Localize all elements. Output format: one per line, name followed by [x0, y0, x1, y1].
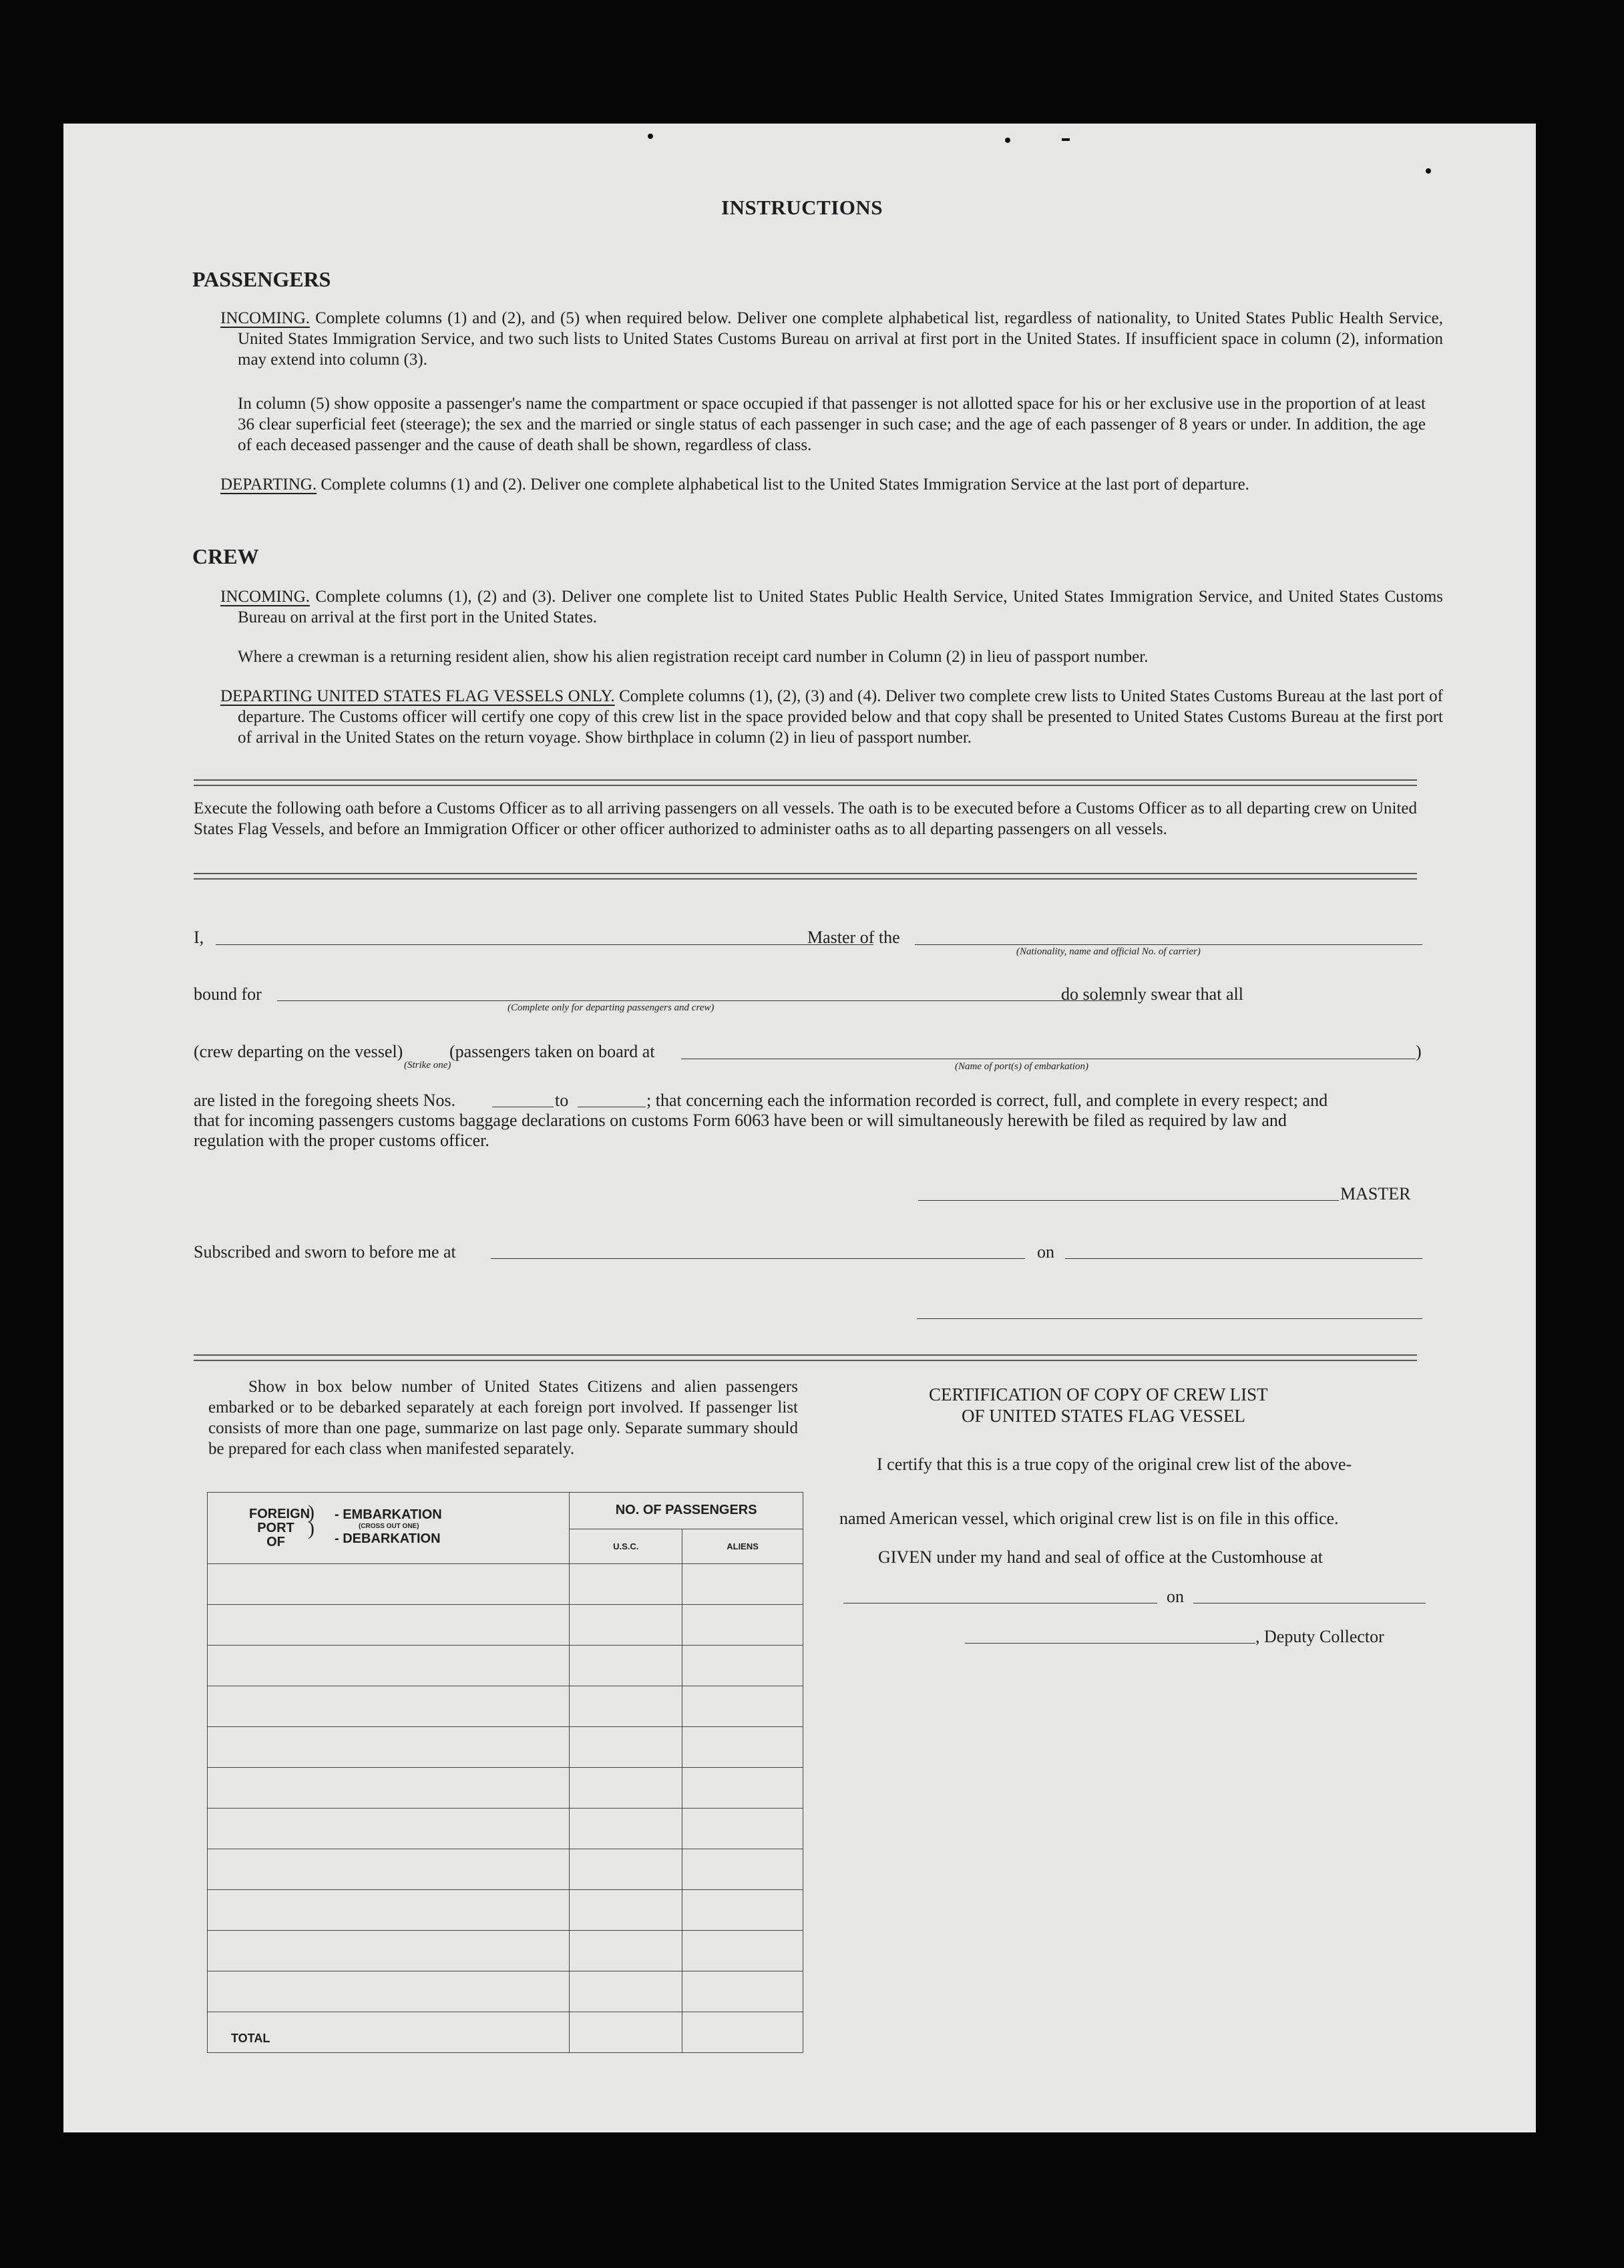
usc-cell[interactable]	[570, 1849, 682, 1890]
usc-cell[interactable]	[570, 1564, 682, 1605]
summary-instructions: Show in box below number of United States Citizens and alien passengers embarked or to be debarked separately at each foreign port involved. If passenger list consists of more than one page, summarize on last page only. Separate summary should be prepared for each class when manifested separately.	[208, 1378, 798, 1458]
aliens-cell[interactable]	[682, 1564, 803, 1605]
subscribed-label: Subscribed and sworn to before me at	[194, 1242, 456, 1262]
certification-line2: named American vessel, which original crew list is on file in this office.	[839, 1509, 1339, 1528]
bound-for-label: bound for	[194, 984, 262, 1004]
port-cell[interactable]	[208, 1564, 570, 1605]
table-row	[208, 1971, 803, 2012]
bound-for-field[interactable]	[277, 1000, 1122, 1001]
crew-resident-paragraph: Where a crewman is a returning resident alien, show his alien registration receipt card number in Column (2) in lieu of passport number.	[238, 648, 1149, 666]
foreign-label: FOREIGN	[249, 1507, 311, 1521]
table-row	[208, 1931, 803, 1971]
aliens-cell[interactable]	[682, 1646, 803, 1686]
sworn-date-field[interactable]	[1065, 1258, 1422, 1259]
speck	[1062, 138, 1070, 141]
embarkation-label: - EMBARKATION	[335, 1507, 442, 1522]
solemnly-swear-text: do solemnly swear that all	[1061, 984, 1243, 1004]
table-row	[208, 1809, 803, 1849]
crew-heading: CREW	[192, 544, 259, 568]
speck	[1426, 168, 1431, 174]
listed-text-line2: that for incoming passengers customs baggage declarations on customs Form 6063 have been or will simultaneously herewith be filed as required by law and	[194, 1111, 1287, 1130]
certification-on-label: on	[1167, 1587, 1184, 1606]
aliens-cell[interactable]	[682, 1605, 803, 1646]
usc-cell[interactable]	[570, 1727, 682, 1768]
crew-departing-text: Complete columns (1), (2), (3) and (4). Deliver two complete crew lists to United States Customs Bureau at the last port of departure. The Customs officer will certify one copy of this crew list in the space provided below and that copy shall be presented to United States Customs Bureau at the first port of arrival in the United States on the return voyage. Show birthplace in column (2) in lieu of passport number.	[238, 687, 1443, 747]
bound-for-caption: (Complete only for departing passengers and crew)	[508, 1002, 715, 1013]
crew-departing-option: (crew departing on the vessel)	[194, 1042, 403, 1061]
oath-instructions: Execute the following oath before a Customs Officer as to all arriving passengers on all vessels. The oath is to be executed before a Customs Officer as to all departing crew on United States Flag Vessels, and before an Immigration Officer or other officer authorized to administer oaths as to all departing passengers on all vessels.	[194, 799, 1417, 838]
officer-signature-field[interactable]	[917, 1318, 1422, 1319]
master-name-field[interactable]	[216, 944, 873, 945]
aliens-cell[interactable]	[682, 1890, 803, 1931]
aliens-header: ALIENS	[682, 1529, 803, 1564]
listed-text-line3: regulation with the proper customs officer.	[194, 1131, 489, 1150]
divider	[194, 779, 1417, 786]
port-cell[interactable]	[208, 1809, 570, 1849]
debarkation-label: - DEBARKATION	[335, 1531, 441, 1546]
port-cell[interactable]	[208, 1890, 570, 1931]
table-row	[208, 1646, 803, 1686]
master-of-the-label: Master of the	[807, 928, 900, 947]
deputy-signature-field[interactable]	[965, 1643, 1255, 1644]
passengers-taken-option: (passengers taken on board at	[449, 1042, 655, 1061]
aliens-cell[interactable]	[682, 1849, 803, 1890]
listed-text-end: ; that concerning each the information recorded is correct, full, and complete in every respect; and	[646, 1091, 1328, 1110]
port-cell[interactable]	[208, 1686, 570, 1727]
total-usc-cell[interactable]	[570, 2012, 682, 2053]
usc-cell[interactable]	[570, 1768, 682, 1809]
strike-one-caption: (Strike one)	[404, 1060, 451, 1071]
speck	[648, 134, 653, 139]
aliens-cell[interactable]	[682, 1809, 803, 1849]
passengers-incoming-text: Complete columns (1) and (2), and (5) when required below. Deliver one complete alphabetical list, regardless of nationality, to United States Public Health Service, United States Immigration Service, and two such lists to United States Customs Bureau on arrival at first port in the United States. If insufficient space in column (2), information may extend into column (3).	[238, 309, 1443, 369]
divider	[194, 873, 1417, 880]
passengers-departing-paragraph	[220, 474, 1443, 495]
usc-cell[interactable]	[570, 1809, 682, 1849]
passengers-incoming-label: INCOMING.	[220, 309, 311, 327]
crew-incoming-paragraph	[220, 586, 1443, 628]
passengers-column5-paragraph: In column (5) show opposite a passenger's name the compartment or space occupied if that passenger is not allotted space for his or her exclusive use in the proportion of at least 36 clear superficial feet (steerage); the sex and the married or single status of each passenger in such case; and the age of each passenger of 8 years or under. In addition, the age of each deceased passenger and the cause of death shall be shown, regardless of class.	[238, 395, 1426, 454]
port-cell[interactable]	[208, 1605, 570, 1646]
divider	[194, 1354, 1417, 1361]
total-aliens-cell[interactable]	[682, 2012, 803, 2053]
usc-header: U.S.C.	[570, 1529, 682, 1564]
listed-to: to	[555, 1091, 569, 1110]
close-paren: )	[1416, 1042, 1422, 1061]
sworn-place-field[interactable]	[491, 1258, 1025, 1259]
page-title: INSTRUCTIONS	[721, 196, 883, 219]
usc-cell[interactable]	[570, 1686, 682, 1727]
port-cell[interactable]	[208, 1727, 570, 1768]
sworn-on-label: on	[1037, 1242, 1054, 1262]
carrier-field[interactable]	[915, 944, 1422, 945]
usc-cell[interactable]	[570, 1605, 682, 1646]
aliens-cell[interactable]	[682, 1971, 803, 2012]
usc-cell[interactable]	[570, 1971, 682, 2012]
aliens-cell[interactable]	[682, 1768, 803, 1809]
port-cell[interactable]	[208, 1931, 570, 1971]
aliens-cell[interactable]	[682, 1931, 803, 1971]
crew-incoming-text: Complete columns (1), (2) and (3). Deliver one complete list to United States Public Health Service, United States Immigration Service, and United States Customs Bureau on arrival at the first port in the United States.	[238, 588, 1443, 626]
port-cell[interactable]	[208, 1971, 570, 2012]
port-cell[interactable]	[208, 1646, 570, 1686]
of-label: OF	[266, 1535, 285, 1549]
aliens-cell[interactable]	[682, 1686, 803, 1727]
table-row	[208, 1605, 803, 1646]
no-passengers-header: NO. OF PASSENGERS	[570, 1493, 803, 1529]
certification-line1: I certify that this is a true copy of the original crew list of the above-	[877, 1455, 1352, 1474]
deputy-collector-label: , Deputy Collector	[1255, 1627, 1384, 1646]
passengers-departing-label: DEPARTING.	[220, 476, 317, 494]
speck	[1005, 138, 1010, 143]
oath-i-label: I,	[194, 928, 204, 947]
cross-out-label: (CROSS OUT ONE)	[359, 1523, 419, 1530]
passengers-heading: PASSENGERS	[192, 267, 331, 291]
passengers-incoming-paragraph	[220, 308, 1443, 370]
table-row	[208, 1890, 803, 1931]
passengers-departing-text: Complete columns (1) and (2). Deliver one complete alphabetical list to the United States Immigration Service at the last port of departure.	[317, 476, 1249, 494]
usc-cell[interactable]	[570, 1890, 682, 1931]
passenger-summary-table	[207, 1492, 803, 2053]
port-cell[interactable]	[208, 1849, 570, 1890]
ports-caption: (Name of port(s) of embarkation)	[955, 1061, 1088, 1072]
crew-departing-label: DEPARTING UNITED STATES FLAG VESSELS ONLY.	[220, 687, 615, 705]
table-row	[208, 1727, 803, 1768]
certification-line3: GIVEN under my hand and seal of office at the Customhouse at	[878, 1547, 1323, 1567]
certification-title-line2: OF UNITED STATES FLAG VESSEL	[962, 1406, 1245, 1426]
table-row	[208, 1686, 803, 1727]
usc-cell[interactable]	[570, 1646, 682, 1686]
nationality-caption: (Nationality, name and official No. of carrier)	[1016, 946, 1201, 957]
port-label: PORT	[257, 1521, 294, 1535]
master-signature-field[interactable]	[918, 1200, 1339, 1201]
aliens-cell[interactable]	[682, 1727, 803, 1768]
table-row	[208, 1849, 803, 1890]
table-row	[208, 1768, 803, 1809]
certification-title-line1: CERTIFICATION OF COPY OF CREW LIST	[929, 1384, 1268, 1404]
crew-incoming-label: INCOMING.	[220, 588, 311, 606]
crew-departing-paragraph	[220, 686, 1443, 748]
total-label: TOTAL	[208, 2012, 570, 2053]
port-header-cell	[208, 1493, 570, 1564]
listed-text-start: are listed in the foregoing sheets Nos.	[194, 1091, 456, 1110]
usc-cell[interactable]	[570, 1931, 682, 1971]
form-sheet	[63, 124, 1536, 2132]
brace-glyph: ) )	[308, 1501, 315, 1539]
table-row	[208, 1564, 803, 1605]
master-label: MASTER	[1340, 1184, 1411, 1203]
port-cell[interactable]	[208, 1768, 570, 1809]
